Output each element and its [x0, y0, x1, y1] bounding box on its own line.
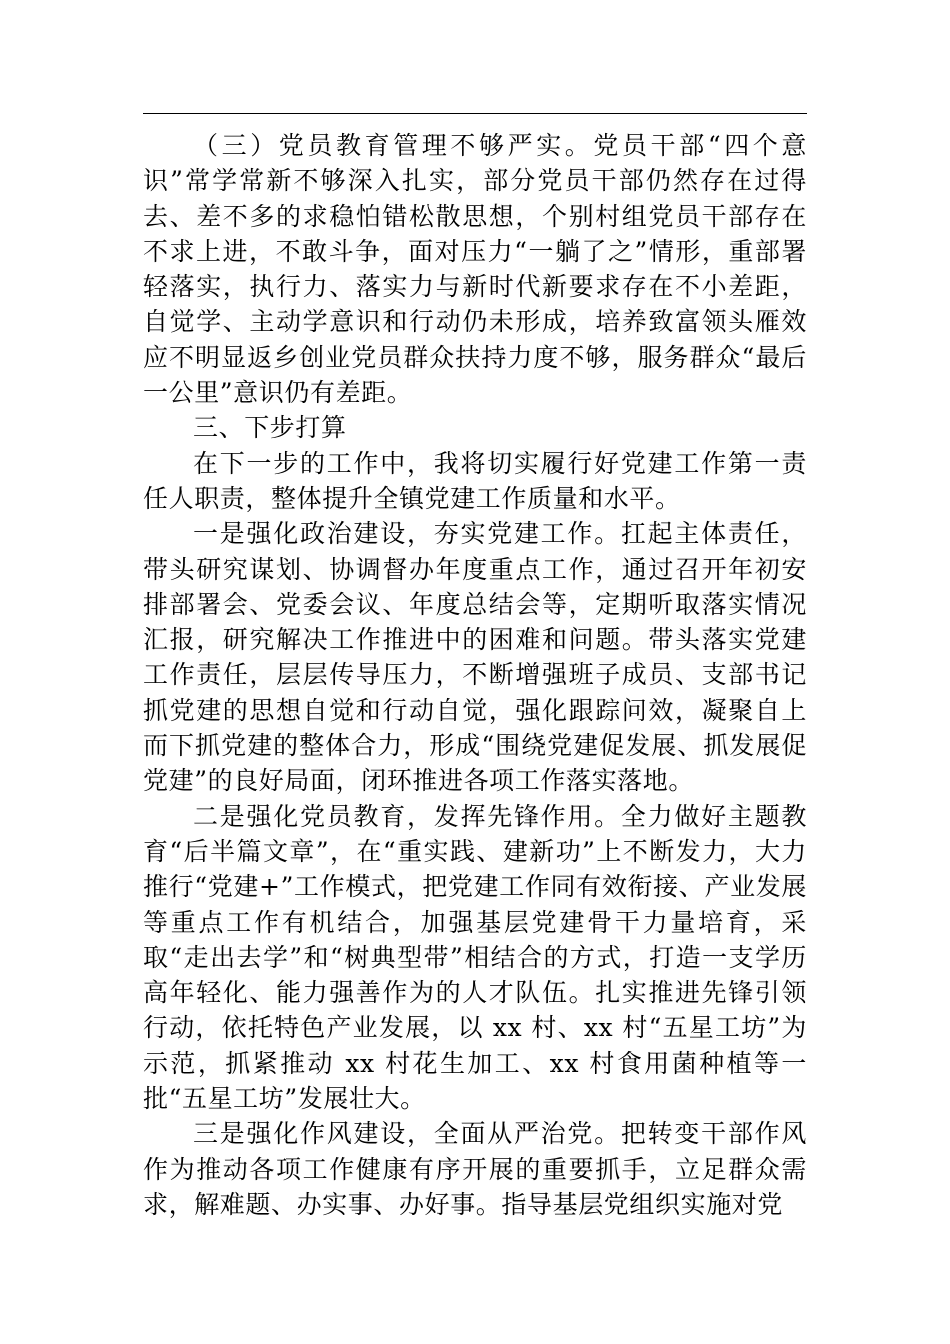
section-heading-next-plans: 三、下步打算 — [193, 413, 347, 443]
paragraph-next-step-intro: 在下一步的工作中，我将切实履行好党建工作第一责任人职责，整体提升全镇党建工作质量和水平。 — [143, 448, 807, 513]
header-rule — [143, 113, 807, 114]
document-body — [143, 128, 807, 1222]
paragraph-work-style: 三是强化作风建设，全面从严治党。把转变干部作风作为推动各项工作健康有序开展的重要抓手，立足群众需求，解难题、办实事、办好事。指导基层党组织实施对党 — [143, 1119, 807, 1219]
paragraph-political-building: 一是强化政治建设，夯实党建工作。扛起主体责任，带头研究谋划、协调督办年度重点工作，通过召开年初安排部署会、党委会议、年度总结会等，定期听取落实情况汇报，研究解决工作推进中的困难和问题。带头落实党建工作责任，层层传导压力，不断增强班子成员、支部书记抓党建的思想自觉和行动自觉，强化跟踪问效，凝聚自上而下抓党建的整体合力，形成“围绕党建促发展、抓发展促党建”的良好局面，闭环推进各项工作落实落地。 — [143, 519, 807, 796]
paragraph-party-education-issue: （三）党员教育管理不够严实。党员干部“四个意识”常学常新不够深入扎实，部分党员干部仍然存在过得去、差不多的求稳怕错松散思想，个别村组党员干部存在不求上进，不敢斗争，面对压力“一躺了之”情形，重部署轻落实，执行力、落实力与新时代新要求存在不小差距，自觉学、主动学意识和行动仍未形成，培养致富领头雁效应不明显返乡创业党员群众扶持力度不够，服务群众“最后一公里”意识仍有差距。 — [143, 131, 807, 408]
paragraph-member-education: 二是强化党员教育，发挥先锋作用。全力做好主题教育“后半篇文章”，在“重实践、建新功”上不断发力，大力推行“党建+”工作模式，把党建工作同有效衔接、产业发展等重点工作有机结合，加强基层党建骨干力量培育，采取“走出去学”和“树典型带”相结合的方式，打造一支学历高年轻化、能力强善作为的人才队伍。扎实推进先锋引领行动，依托特色产业发展，以 xx 村、xx 村“五星工坊”为示范，抓紧推动 xx 村花生加工、xx 村食用菌种植等一批“五星工坊”发展壮大。 — [143, 801, 807, 1114]
